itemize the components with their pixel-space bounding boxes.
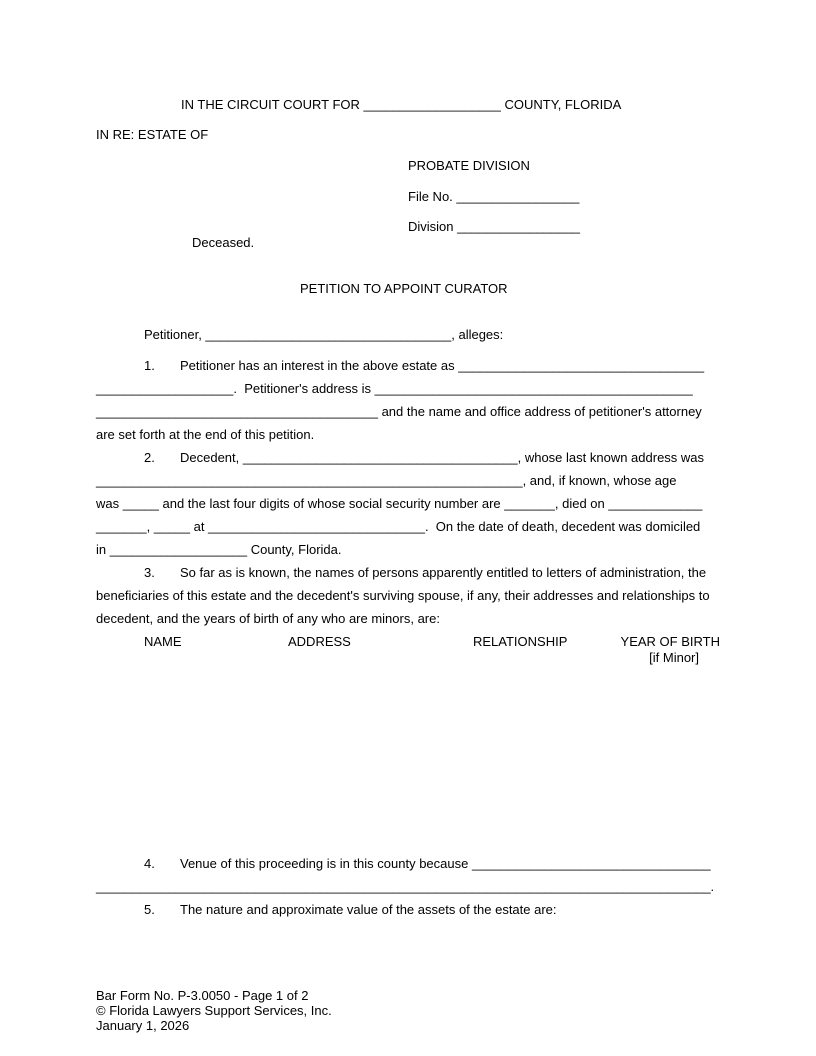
in-re-estate: IN RE: ESTATE OF <box>96 127 209 142</box>
paragraph-2-line: ___________________________________________________________, and, if known, whose age <box>96 473 677 488</box>
paragraph-3-line: decedent, and the years of birth of any who are minors, are: <box>96 611 440 626</box>
document-title: PETITION TO APPOINT CURATOR <box>300 281 508 296</box>
paragraph-1-line: Petitioner has an interest in the above estate as __________________________________ <box>180 358 705 373</box>
paragraph-number: 2. <box>144 450 155 465</box>
footer-date: January 1, 2026 <box>96 1018 190 1033</box>
header-address: ADDRESS <box>288 634 351 649</box>
file-number: File No. _________________ <box>408 189 580 204</box>
paragraph-2-line: in ___________________ County, Florida. <box>96 542 342 557</box>
paragraph-2-line: Decedent, ______________________________________, whose last known address was <box>180 450 705 465</box>
header-if-minor: [if Minor] <box>649 650 699 665</box>
footer-copyright: © Florida Lawyers Support Services, Inc. <box>96 1003 332 1018</box>
paragraph-5-line: The nature and approximate value of the assets of the estate are: <box>180 902 557 917</box>
footer-form-number: Bar Form No. P-3.0050 - Page 1 of 2 <box>96 988 309 1003</box>
header-relationship: RELATIONSHIP <box>473 634 568 649</box>
paragraph-2-line: _______, _____ at ______________________________. On the date of death, decedent was domiciled <box>96 519 701 534</box>
division-number: Division _________________ <box>408 219 581 234</box>
paragraph-3-line: So far as is known, the names of persons apparently entitled to letters of administration, the <box>180 565 707 580</box>
paragraph-2-line: was _____ and the last four digits of whose social security number are _______, died on _____________ <box>96 496 703 511</box>
paragraph-1-line: _______________________________________ and the name and office address of petitioner's attorney <box>96 404 702 419</box>
probate-division: PROBATE DIVISION <box>408 158 530 173</box>
paragraph-4-line: _____________________________________________________________________________________. <box>96 879 715 894</box>
header-year-of-birth: YEAR OF BIRTH <box>620 634 720 649</box>
paragraph-number: 1. <box>144 358 155 373</box>
paragraph-3-line: beneficiaries of this estate and the decedent's surviving spouse, if any, their addresses and relationships to <box>96 588 710 603</box>
petitioner-intro: Petitioner, __________________________________, alleges: <box>144 327 504 342</box>
paragraph-1-line: are set forth at the end of this petition. <box>96 427 315 442</box>
paragraph-number: 4. <box>144 856 155 871</box>
deceased-label: Deceased. <box>192 235 255 250</box>
paragraph-number: 5. <box>144 902 155 917</box>
header-name: NAME <box>144 634 182 649</box>
paragraph-number: 3. <box>144 565 155 580</box>
paragraph-4-line: Venue of this proceeding is in this county because _________________________________ <box>180 856 711 871</box>
court-caption: IN THE CIRCUIT COURT FOR ___________________ COUNTY, FLORIDA <box>181 97 622 112</box>
paragraph-1-line: ___________________. Petitioner's address is ____________________________________________ <box>96 381 693 396</box>
